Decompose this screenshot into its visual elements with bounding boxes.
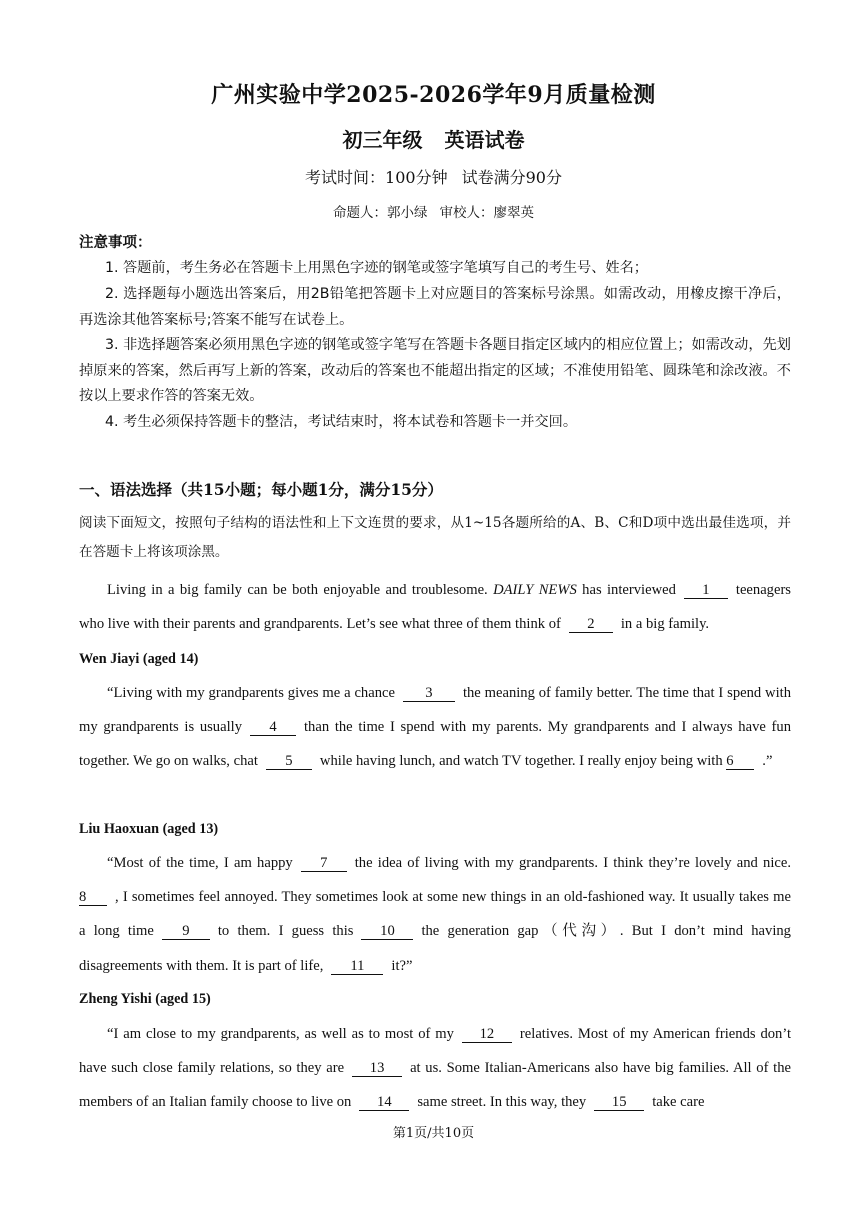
section-heading: 一、语法选择（共15小题；每小题1分，满分15分） bbox=[79, 480, 443, 499]
exam-staff bbox=[0, 201, 867, 221]
blank-7: 7 bbox=[301, 855, 347, 872]
paragraph-text: the generation gap（代沟）. But I don’t mind having disagreements with them. It is part of life, bbox=[79, 923, 791, 974]
speaker-paragraph bbox=[79, 676, 791, 779]
paragraph-text: .” bbox=[762, 753, 773, 770]
blank-12: 12 bbox=[462, 1026, 512, 1043]
blank-6: 6 bbox=[726, 753, 754, 770]
blank-10: 10 bbox=[361, 923, 413, 940]
paragraph-text: take care bbox=[652, 1094, 705, 1111]
full-score: 试卷满分90分 bbox=[461, 168, 562, 187]
paragraph-text: the meaning of family better. The time that I spend with my grandparents is usually bbox=[79, 685, 791, 736]
page-number: 第1页/共10页 bbox=[392, 1126, 475, 1141]
speaker-paragraph bbox=[79, 1017, 791, 1120]
setter: 命题人：郭小绿 bbox=[333, 205, 428, 221]
exam-info bbox=[0, 165, 867, 188]
exam-title: 广州实验中学2025-2026学年9月质量检测 bbox=[211, 82, 656, 108]
notice-item: 3. 非选择题答案必须用黑色字迹的钢笔或签字笔写在答题卡各题目指定区域内的相应位置上；如需改动，先划掉原来的答案，然后再写上新的答案，改动后的答案也不能超出指定的区域；不准使用铅笔、圆珠笔和涂改液。不按以上要求作答的答案无效。 bbox=[79, 337, 791, 404]
section-instruction: 阅读下面短文，按照句子结构的语法性和上下文连贯的要求，从1~15各题所给的A、B、C和D项中选出最佳选项，并在答题卡上将该项涂黑。 bbox=[79, 515, 791, 560]
notice-item: 4. 考生必须保持答题卡的整洁，考试结束时，将本试卷和答题卡一并交回。 bbox=[105, 414, 578, 430]
notice-item: 1. 答题前，考生务必在答题卡上用黑色字迹的钢笔或签字笔填写自己的考生号、姓名； bbox=[105, 260, 648, 276]
speaker-name: Wen Jiayi (aged 14) bbox=[79, 651, 199, 667]
blank-14: 14 bbox=[359, 1094, 409, 1111]
intro-text: Living in a big family can be both enjoyable and troublesome. bbox=[107, 582, 494, 598]
paragraph-text: “Living with my grandparents gives me a chance bbox=[107, 685, 395, 701]
blank-1: 1 bbox=[684, 582, 728, 599]
speaker-name: Liu Haoxuan (aged 13) bbox=[79, 821, 219, 837]
paragraph-text: at us. Some Italian-Americans also have big families. All of the members of an Italian family choose to live on bbox=[79, 1060, 791, 1111]
blank-4: 4 bbox=[250, 719, 296, 736]
paragraph-text: it?” bbox=[391, 957, 413, 974]
newspaper-name: DAILY NEWS bbox=[493, 582, 577, 598]
paragraph-text: than the time I spend with my parents. My grandparents and I always have fun together. We go on walks, chat bbox=[79, 719, 791, 770]
speaker-name: Zheng Yishi (aged 15) bbox=[79, 991, 211, 1007]
paragraph-text: relatives. Most of my American friends don’t have such close family relations, so they are bbox=[79, 1026, 791, 1077]
notice-item: 2. 选择题每小题选出答案后，用2B铅笔把答题卡上对应题目的答案标号涂黑。如需改动，用橡皮擦干净后，再选涂其他答案标号;答案不能写在试卷上。 bbox=[79, 286, 791, 328]
paragraph-text: same street. In this way, they bbox=[417, 1094, 587, 1111]
grade-label: 初三年级 bbox=[342, 128, 423, 152]
paragraph-text: while having lunch, and watch TV together. I really enjoy being with bbox=[319, 753, 723, 770]
intro-text: has interviewed bbox=[576, 582, 676, 598]
paragraph-text: to them. I guess this bbox=[217, 923, 354, 940]
intro-text: in a big family. bbox=[620, 616, 710, 633]
exam-subtitle bbox=[0, 124, 867, 153]
blank-2: 2 bbox=[569, 616, 613, 633]
notice-heading: 注意事项： bbox=[79, 235, 152, 251]
exam-time: 考试时间：100分钟 bbox=[305, 168, 448, 187]
blank-9: 9 bbox=[162, 923, 210, 940]
paragraph-text: “I am close to my grandparents, as well as to most of my bbox=[107, 1026, 454, 1042]
blank-3: 3 bbox=[403, 685, 455, 702]
blank-11: 11 bbox=[331, 958, 383, 975]
reviewer: 审校人：廖翠英 bbox=[439, 205, 534, 221]
passage-intro bbox=[79, 573, 791, 641]
intro-text: teenagers who live with their parents and grandparents. Let’s see what three of them think of bbox=[79, 582, 791, 633]
paragraph-text: the idea of living with my grandparents. I think they’re lovely and nice. bbox=[354, 855, 791, 871]
subject-label: 英语试卷 bbox=[444, 128, 525, 152]
speaker-paragraph bbox=[79, 846, 791, 983]
blank-5: 5 bbox=[266, 753, 312, 770]
paragraph-text: “Most of the time, I am happy bbox=[107, 855, 293, 871]
paragraph-text: , I sometimes feel annoyed. They sometimes look at some new things in an old-fashioned way. It usually takes me a long time bbox=[79, 889, 791, 940]
blank-8: 8 bbox=[79, 889, 107, 906]
blank-15: 15 bbox=[594, 1094, 644, 1111]
blank-13: 13 bbox=[352, 1060, 402, 1077]
